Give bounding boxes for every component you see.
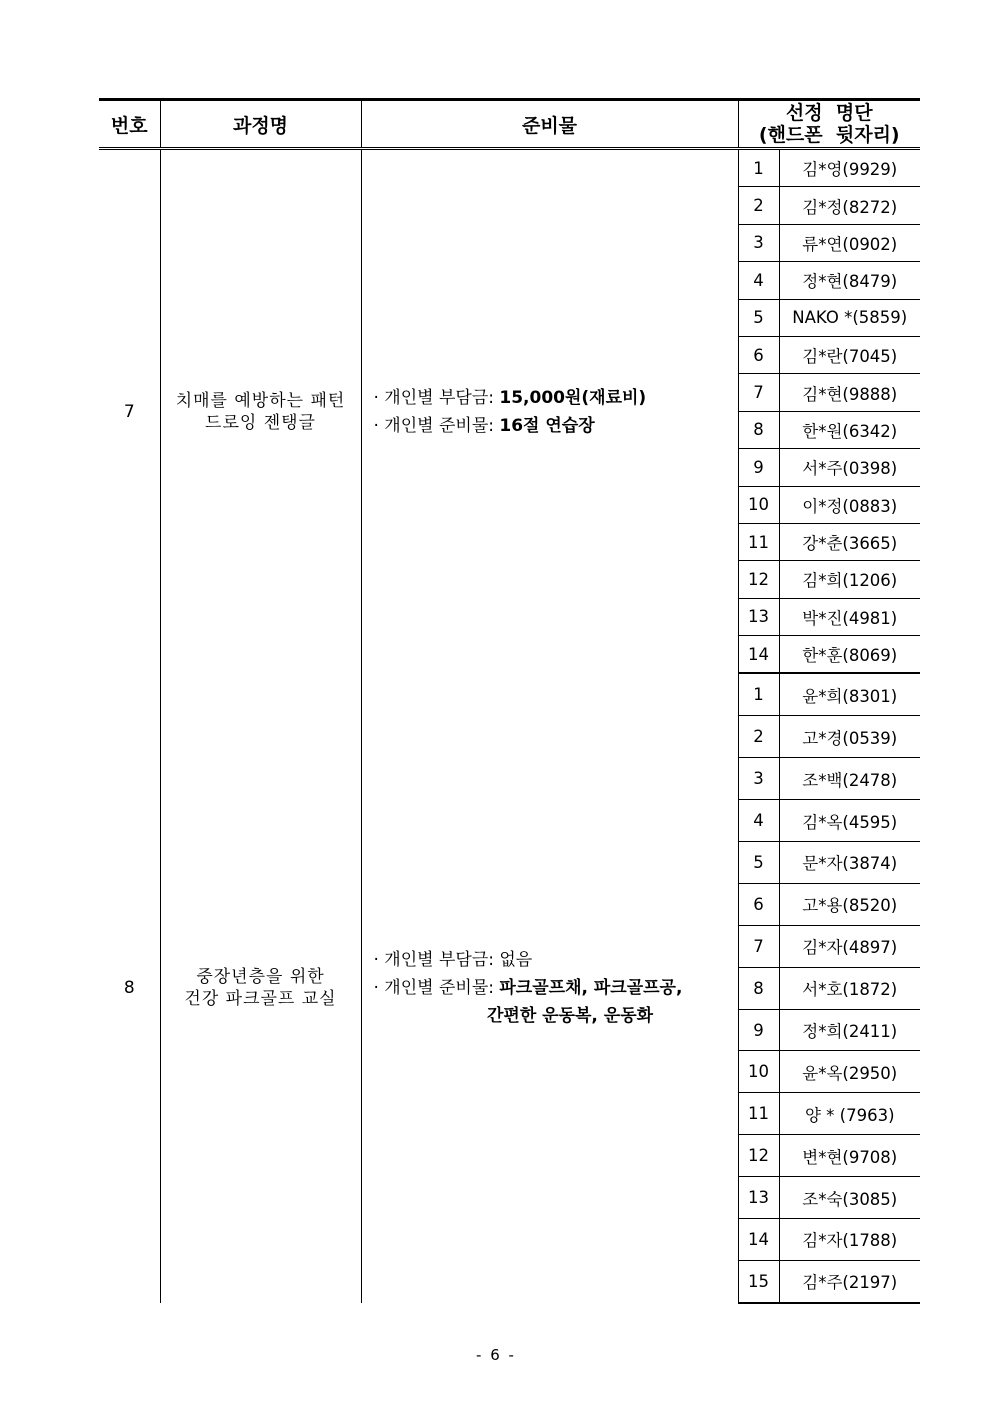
prep-value: 16절 연습장 xyxy=(499,415,595,436)
person-name: 조*백(2478) xyxy=(779,758,920,800)
table-row xyxy=(99,149,920,187)
person-name: 고*경(0539) xyxy=(779,716,920,758)
person-index: 8 xyxy=(738,411,779,448)
prep-value: 파크골프채, 파크골프공, xyxy=(499,978,683,999)
header-selected-title: 선정 명단 xyxy=(785,102,873,124)
person-index: 13 xyxy=(738,1177,779,1219)
header-prep: 준비물 xyxy=(361,100,738,149)
person-index: 3 xyxy=(738,224,779,261)
prep-item xyxy=(374,974,738,1002)
person-name: 김*자(4897) xyxy=(779,925,920,967)
person-index: 2 xyxy=(738,716,779,758)
person-index: 12 xyxy=(738,1135,779,1177)
prep-value: 없음 xyxy=(499,950,533,971)
course-number: 7 xyxy=(123,401,135,422)
person-index: 3 xyxy=(738,758,779,800)
person-index: 11 xyxy=(738,1093,779,1135)
course-number: 8 xyxy=(123,978,135,999)
prep-item xyxy=(374,412,738,440)
person-name: 박*진(4981) xyxy=(779,598,920,635)
person-name: 조*숙(3085) xyxy=(779,1177,920,1219)
course-name-line: 치매를 예방하는 패턴 xyxy=(175,390,346,411)
prep-item xyxy=(374,384,738,412)
prep-value: 15,000원(재료비) xyxy=(499,387,647,408)
course-name-line: 건강 파크골프 교실 xyxy=(184,989,337,1010)
person-index: 1 xyxy=(738,149,779,187)
course-name xyxy=(160,149,361,674)
person-name: 한*훈(8069) xyxy=(779,636,920,674)
prep-label: · 개인별 부담금: xyxy=(373,950,500,971)
person-index: 5 xyxy=(738,299,779,336)
person-index: 14 xyxy=(738,1219,779,1261)
prep-label: · 개인별 부담금: xyxy=(373,387,500,408)
person-index: 2 xyxy=(738,187,779,224)
person-name: 윤*희(8301) xyxy=(779,673,920,715)
person-index: 15 xyxy=(738,1260,779,1302)
course-name xyxy=(160,673,361,1302)
person-index: 10 xyxy=(738,486,779,523)
person-name: 이*정(0883) xyxy=(779,486,920,523)
prep-label: · 개인별 준비물: xyxy=(373,415,500,436)
person-name: 김*현(9888) xyxy=(779,374,920,411)
person-index: 13 xyxy=(738,598,779,635)
selection-table xyxy=(99,98,920,1304)
person-index: 11 xyxy=(738,523,779,560)
person-index: 4 xyxy=(738,262,779,299)
course-name-line: 중장년층을 위한 xyxy=(196,967,325,988)
person-name: 서*호(1872) xyxy=(779,967,920,1009)
prep-item xyxy=(374,1002,738,1030)
table-row xyxy=(99,673,920,715)
person-name: 정*현(8479) xyxy=(779,262,920,299)
person-index: 4 xyxy=(738,800,779,842)
table-header-row xyxy=(99,100,920,149)
person-name: 김*희(1206) xyxy=(779,561,920,598)
header-selected-subtitle: (핸드폰 뒷자리) xyxy=(758,124,900,146)
person-index: 14 xyxy=(738,636,779,674)
person-name: 류*연(0902) xyxy=(779,224,920,261)
person-index: 7 xyxy=(738,374,779,411)
person-index: 9 xyxy=(738,449,779,486)
header-number: 번호 xyxy=(99,100,160,149)
person-name: 서*주(0398) xyxy=(779,449,920,486)
header-selected xyxy=(738,100,920,149)
person-name: 김*자(1788) xyxy=(779,1219,920,1261)
header-course: 과정명 xyxy=(160,100,361,149)
course-name-line: 드로잉 젠탱글 xyxy=(205,412,316,433)
preparation-cell xyxy=(361,149,738,674)
prep-item xyxy=(374,946,738,974)
preparation-cell xyxy=(361,673,738,1302)
person-index: 6 xyxy=(738,883,779,925)
person-index: 9 xyxy=(738,1009,779,1051)
person-name: 강*춘(3665) xyxy=(779,523,920,560)
person-name: 김*란(7045) xyxy=(779,336,920,373)
person-name: 정*희(2411) xyxy=(779,1009,920,1051)
person-index: 12 xyxy=(738,561,779,598)
person-name: 한*원(6342) xyxy=(779,411,920,448)
person-index: 10 xyxy=(738,1051,779,1093)
person-name: 문*자(3874) xyxy=(779,842,920,884)
person-name: 김*주(2197) xyxy=(779,1260,920,1302)
person-index: 7 xyxy=(738,925,779,967)
prep-label xyxy=(374,1002,487,1030)
person-index: 6 xyxy=(738,336,779,373)
person-name: 김*영(9929) xyxy=(779,149,920,187)
person-name: NAKO *(5859) xyxy=(779,299,920,336)
person-index: 1 xyxy=(738,673,779,715)
person-name: 김*옥(4595) xyxy=(779,800,920,842)
page-number: - 6 - xyxy=(476,1346,516,1364)
person-index: 8 xyxy=(738,967,779,1009)
person-name: 고*용(8520) xyxy=(779,883,920,925)
person-name: 변*현(9708) xyxy=(779,1135,920,1177)
person-index: 5 xyxy=(738,842,779,884)
person-name: 양 * (7963) xyxy=(779,1093,920,1135)
person-name: 김*정(8272) xyxy=(779,187,920,224)
prep-value: 간편한 운동복, 운동화 xyxy=(486,1006,654,1027)
person-name: 윤*옥(2950) xyxy=(779,1051,920,1093)
prep-label: · 개인별 준비물: xyxy=(373,978,500,999)
